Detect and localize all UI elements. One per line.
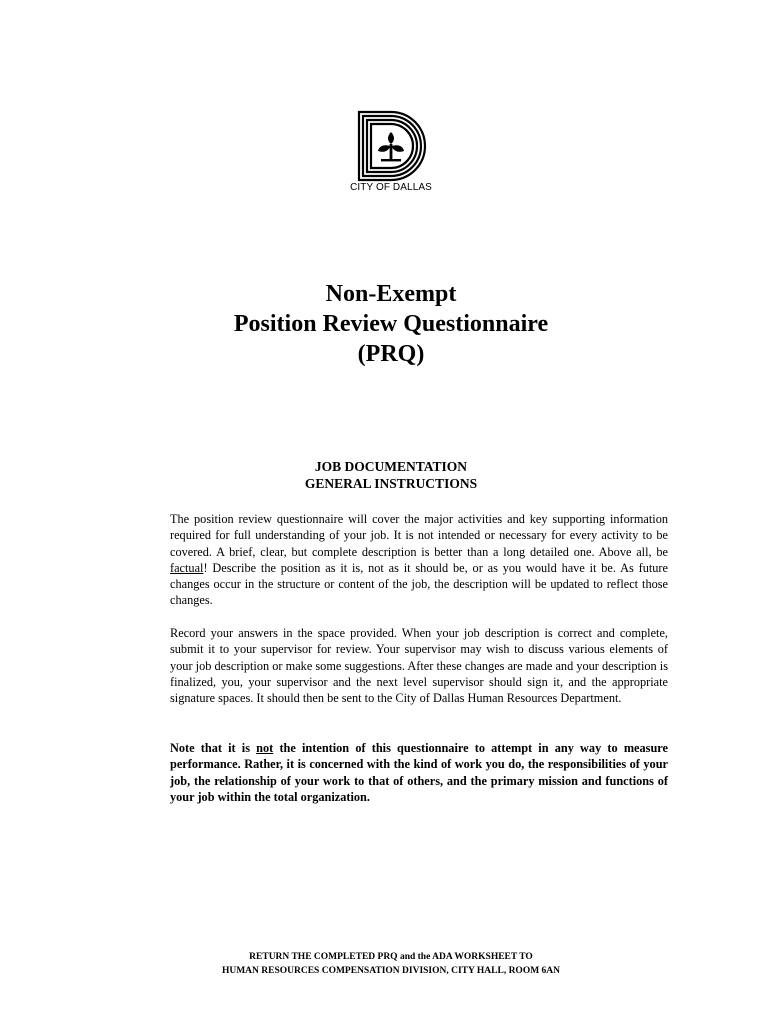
heading-job-documentation: JOB DOCUMENTATION: [314, 459, 468, 474]
instructions-paragraph-1: [170, 511, 668, 609]
title-line-1: Non-Exempt: [325, 281, 457, 307]
footer-line-1: RETURN THE COMPLETED PRQ and the ADA WORKSHEET TO: [249, 952, 533, 962]
document-title: [0, 279, 770, 369]
not-emphasis: not: [256, 741, 274, 755]
paragraph-3-text-end: the intention of this questionnaire to attempt in any way to measure performance. Rather, it is concerned with the kind of work you do, the responsibilities of your job, the relationship of your work to that of others, and the primary mission and functions of your job within the total organization.: [170, 741, 668, 804]
paragraph-1-text-end: ! Describe the position as it is, not as it should be, or as you would have it be. As future changes occur in the structure or content of the job, the description will be updated to reflect those changes.: [170, 560, 668, 608]
section-heading: [0, 458, 770, 492]
footer-line-2: HUMAN RESOURCES COMPENSATION DIVISION, CITY HALL, ROOM 6AN: [221, 966, 561, 976]
city-of-dallas-d-logo-icon: [357, 110, 429, 182]
heading-general-instructions: GENERAL INSTRUCTIONS: [304, 476, 478, 491]
paragraph-1-text-start: The position review questionnaire will cover the major activities and key supporting information required for full understanding of your job. It is not intended or necessary for every activity to be covered. A brief, clear, but complete description is better than a long detailed one. Above all, be: [170, 512, 668, 559]
title-line-2: Position Review Questionnaire: [233, 311, 549, 337]
title-line-3: (PRQ): [357, 341, 425, 367]
factual-emphasis: factual: [170, 560, 204, 575]
return-instructions-footer: [0, 950, 770, 978]
instructions-paragraph-3: [170, 740, 668, 805]
city-logo: [340, 108, 440, 198]
paragraph-3-text-start: Note that it is: [170, 741, 257, 755]
logo-caption: CITY OF DALLAS: [350, 182, 432, 193]
instructions-paragraph-2: Record your answers in the space provided. When your job description is correct and complete, submit it to your supervisor for review. Your supervisor may wish to discuss various elements of your job description or make some suggestions. After these changes are made and your description is finalized, you, your supervisor and the next level supervisor should sign it, and the appropriate signature spaces. It should then be sent to the City of Dallas Human Resources Department.: [170, 626, 668, 706]
